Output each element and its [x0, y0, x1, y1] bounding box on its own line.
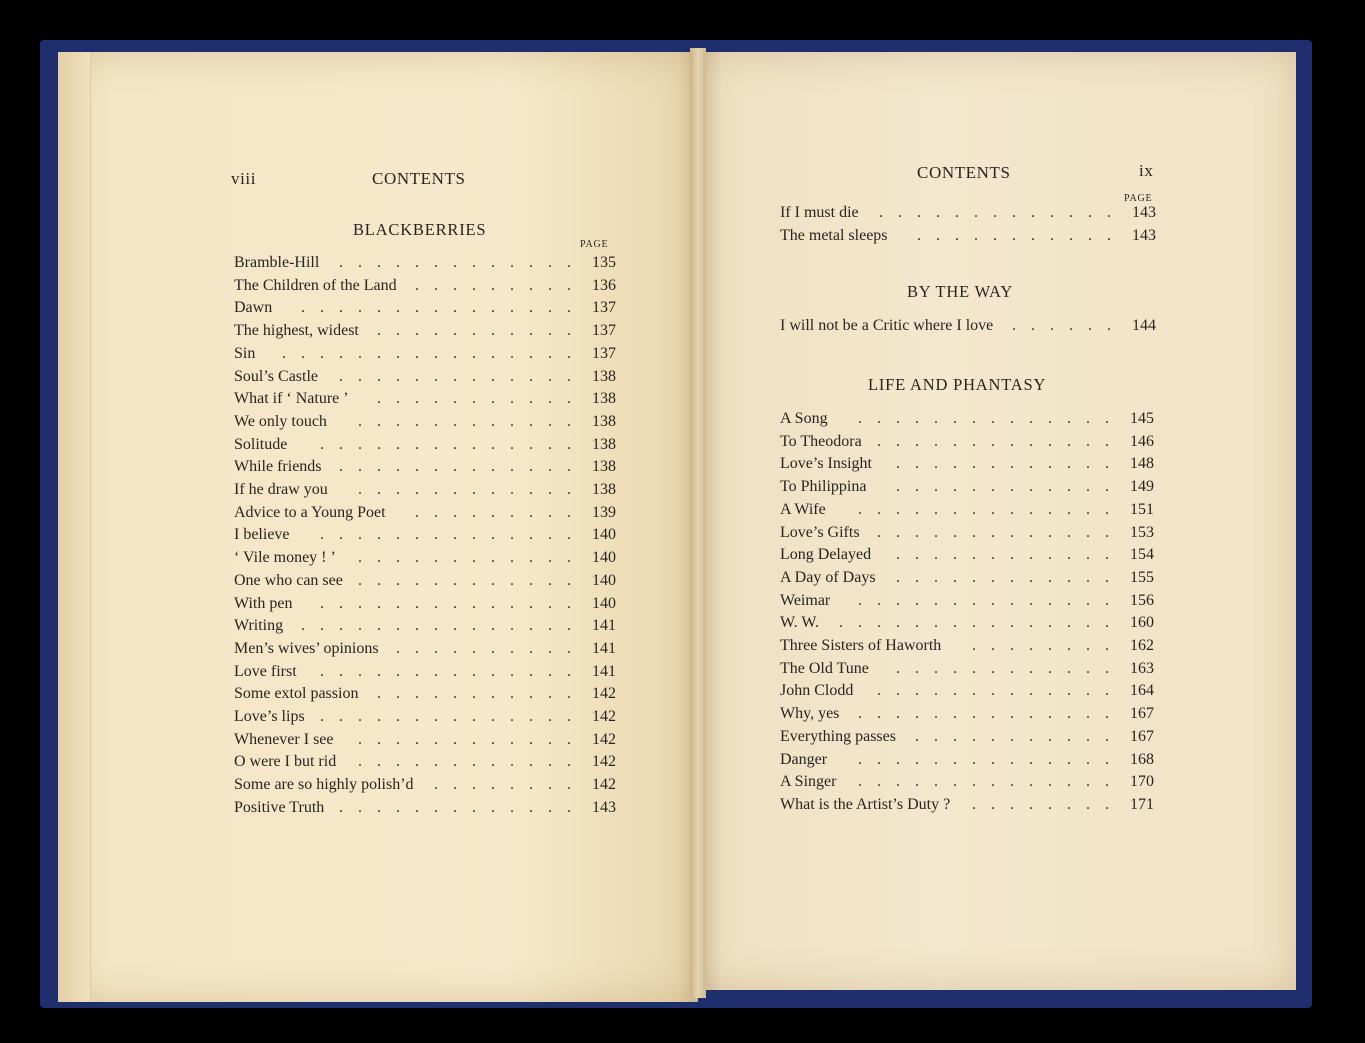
toc-entry-page: 138: [592, 412, 616, 430]
toc-entry-page: 138: [592, 435, 616, 453]
toc-entry: [234, 458, 616, 480]
toc-entry-title: Soul’s Castle: [234, 367, 319, 385]
toc-entry-title: We only touch: [234, 412, 327, 430]
toc-entry-page: 162: [1130, 637, 1154, 654]
toc-entry: [234, 776, 616, 798]
toc-entry: [234, 526, 616, 548]
toc-entry-title: A Day of Days: [780, 568, 876, 586]
toc-entry: [234, 753, 616, 775]
left-folio: viii: [231, 169, 257, 188]
dot-leader: ............: [896, 568, 1124, 586]
toc-entry-title: If I must die: [780, 204, 859, 221]
right-page-label: PAGE: [1124, 193, 1153, 204]
toc-entry-page: 156: [1130, 591, 1154, 609]
dot-leader: .............: [877, 432, 1124, 450]
toc-entry-title: The highest, widest: [234, 322, 359, 340]
dot-leader: ...............: [839, 614, 1124, 632]
toc-entry-page: 163: [1130, 659, 1154, 677]
toc-entry-page: 138: [592, 367, 616, 385]
toc-entry-page: 171: [1130, 795, 1154, 813]
toc-entry: [780, 796, 1154, 818]
toc-entry-page: 137: [592, 322, 616, 340]
dot-leader: ............: [896, 478, 1124, 496]
toc-entry-title: The Children of the Land: [234, 276, 397, 294]
toc-entry-page: 136: [592, 276, 616, 294]
section-title-life-and-phantasy: LIFE AND PHANTASY: [868, 375, 1047, 394]
section-title-by-the-way: BY THE WAY: [907, 282, 1014, 301]
toc-entry-title: Why, yes: [780, 705, 840, 723]
dot-leader: ...........: [377, 390, 586, 408]
toc-entry-page: 142: [592, 685, 616, 703]
toc-entry: [780, 682, 1154, 704]
toc-entry: [234, 345, 616, 367]
dot-leader: .............: [339, 254, 586, 271]
toc-entry: [780, 569, 1154, 591]
dot-leader: ..............: [858, 591, 1124, 609]
toc-entry: [234, 504, 616, 526]
toc-entry: [234, 549, 616, 571]
toc-entry-title: Whenever I see: [234, 730, 334, 748]
toc-entry: [780, 455, 1154, 477]
toc-entry: [234, 277, 616, 299]
toc-entry-title: John Clodd: [780, 682, 854, 700]
toc-entry-title: Three Sisters of Haworth: [780, 637, 942, 654]
toc-entry-page: 137: [592, 344, 616, 362]
toc-entry-title: Bramble-Hill: [234, 254, 320, 271]
toc-entry: [234, 640, 616, 662]
toc-entry: [234, 481, 616, 503]
dot-leader: ............: [896, 455, 1124, 473]
dot-leader: ...............: [301, 617, 586, 635]
dot-leader: ............: [358, 481, 586, 498]
toc-entry-title: Everything passes: [780, 727, 896, 745]
toc-entry-title: W. W.: [780, 614, 819, 632]
toc-entry-page: 168: [1130, 750, 1154, 768]
toc-entry-title: One who can see: [234, 571, 343, 589]
dot-leader: ............: [358, 571, 586, 589]
section-title-blackberries: BLACKBERRIES: [353, 220, 487, 239]
toc-entry-title: To Philippina: [780, 478, 867, 496]
toc-entry-page: 141: [592, 639, 616, 657]
dot-leader: ........: [972, 795, 1124, 813]
toc-entry-page: 151: [1130, 500, 1154, 518]
toc-entry-page: 170: [1130, 773, 1154, 791]
toc-entry-page: 141: [592, 662, 616, 680]
toc-entry-title: Solitude: [234, 435, 288, 453]
toc-entry-title: Some extol passion: [234, 685, 359, 703]
toc-entry-page: 141: [592, 617, 616, 635]
toc-entry-title: Dawn: [234, 299, 273, 317]
toc-entry-title: If he draw you: [234, 481, 328, 498]
toc-entry: [234, 436, 616, 458]
toc-entry: [780, 546, 1154, 568]
toc-entry-title: Sin: [234, 344, 256, 362]
dot-leader: .............: [877, 682, 1124, 700]
toc-entry-title: Writing: [234, 617, 284, 635]
toc-entry-title: Men’s wives’ opinions: [234, 639, 379, 657]
toc-entry-title: Advice to a Young Poet: [234, 503, 386, 521]
dot-leader: ........: [972, 637, 1124, 654]
toc-entry: [780, 501, 1154, 523]
dot-leader: ..............: [320, 708, 586, 725]
toc-entry-title: ‘ Vile money ! ’: [234, 549, 336, 567]
toc-entry: [780, 614, 1154, 636]
toc-entry-page: 142: [592, 730, 616, 748]
dot-leader: ..............: [858, 410, 1124, 427]
toc-entry-title: What if ‘ Nature ’: [234, 390, 349, 408]
dot-leader: ..............: [320, 662, 586, 680]
toc-entry-page: 138: [592, 481, 616, 498]
toc-entry-title: Love first: [234, 662, 297, 680]
toc-entry: [234, 731, 616, 753]
toc-entry-page: 144: [1132, 317, 1156, 334]
toc-entry-page: 142: [592, 708, 616, 725]
dot-leader: .........: [415, 503, 586, 521]
toc-entry-page: 140: [592, 571, 616, 589]
toc-entry-page: 142: [592, 776, 616, 794]
toc-entry: [780, 524, 1154, 546]
dot-leader: ...........: [377, 322, 586, 340]
dot-leader: ...........: [377, 685, 586, 703]
book-gutter: [690, 48, 706, 998]
dot-leader: ............: [358, 753, 586, 771]
toc-entry-title: With pen: [234, 594, 293, 612]
right-running-head: CONTENTS: [917, 163, 1011, 182]
toc-entry: [234, 617, 616, 639]
toc-entry-page: 149: [1130, 478, 1154, 496]
dot-leader: ......: [1012, 317, 1126, 334]
toc-entry: [780, 227, 1156, 249]
toc-entry: [780, 478, 1154, 500]
toc-entry: [780, 317, 1156, 339]
toc-entry-page: 137: [592, 299, 616, 317]
toc-entry-page: 154: [1130, 546, 1154, 564]
toc-entry: [780, 773, 1154, 795]
dot-leader: .........: [415, 276, 586, 294]
toc-entry: [234, 663, 616, 685]
toc-entry-title: The metal sleeps: [780, 227, 888, 244]
toc-entry: [780, 637, 1154, 659]
dot-leader: ............: [896, 546, 1124, 564]
toc-entry-page: 138: [592, 390, 616, 408]
dot-leader: ..............: [858, 750, 1124, 768]
dot-leader: .............: [879, 204, 1126, 221]
toc-entry-page: 139: [592, 503, 616, 521]
toc-entry: [234, 254, 616, 276]
toc-entry-page: 143: [1132, 204, 1156, 221]
right-folio: ix: [1139, 161, 1154, 180]
toc-entry-title: Positive Truth: [234, 798, 325, 816]
toc-entry-title: Love’s Gifts: [780, 523, 860, 541]
toc-entry-title: A Song: [780, 410, 828, 427]
toc-entry-title: Long Delayed: [780, 546, 872, 564]
dot-leader: ..............: [858, 500, 1124, 518]
toc-entry-title: What is the Artist’s Duty ?: [780, 795, 951, 813]
toc-entry-page: 140: [592, 594, 616, 612]
toc-entry-page: 135: [592, 254, 616, 271]
toc-entry-title: While friends: [234, 458, 322, 476]
toc-entry-page: 143: [1132, 227, 1156, 244]
toc-entry-page: 143: [592, 798, 616, 816]
left-running-head: CONTENTS: [372, 169, 466, 188]
toc-entry: [780, 410, 1154, 432]
toc-entry-title: Danger: [780, 750, 828, 768]
dot-leader: ................: [282, 344, 586, 362]
dot-leader: ..............: [858, 773, 1124, 791]
toc-entry: [234, 390, 616, 412]
toc-entry-title: The Old Tune: [780, 659, 869, 677]
toc-entry-title: Weimar: [780, 591, 831, 609]
toc-entry: [780, 433, 1154, 455]
toc-entry-title: Some are so highly polish’d: [234, 776, 414, 794]
dot-leader: ..............: [320, 526, 586, 544]
toc-entry-title: Love’s Insight: [780, 455, 872, 473]
toc-entry: [234, 572, 616, 594]
toc-entry-page: 138: [592, 458, 616, 476]
toc-entry: [780, 660, 1154, 682]
toc-entry: [234, 368, 616, 390]
toc-entry: [780, 728, 1154, 750]
toc-entry: [234, 685, 616, 707]
dot-leader: ........: [434, 776, 586, 794]
dot-leader: ............: [358, 412, 586, 430]
toc-entry-page: 153: [1130, 523, 1154, 541]
toc-entry: [234, 322, 616, 344]
page-edge-stack: [58, 52, 91, 1002]
toc-entry-title: I believe: [234, 526, 290, 544]
toc-entry-page: 167: [1130, 727, 1154, 745]
toc-entry: [234, 595, 616, 617]
dot-leader: ............: [896, 659, 1124, 677]
dot-leader: ...........: [915, 727, 1124, 745]
toc-entry: [780, 751, 1154, 773]
toc-entry-page: 146: [1130, 432, 1154, 450]
toc-entry: [234, 299, 616, 321]
toc-entry: [780, 204, 1156, 226]
toc-entry-page: 155: [1130, 568, 1154, 586]
dot-leader: ..............: [320, 435, 586, 453]
toc-entry-page: 167: [1130, 705, 1154, 723]
toc-entry: [780, 592, 1154, 614]
toc-entry-title: Love’s lips: [234, 708, 305, 725]
dot-leader: ..........: [396, 639, 586, 657]
dot-leader: .............: [877, 523, 1124, 541]
toc-entry-page: 140: [592, 526, 616, 544]
toc-entry: [234, 708, 616, 730]
toc-entry-page: 164: [1130, 682, 1154, 700]
toc-entry: [234, 799, 616, 821]
dot-leader: ............: [358, 549, 586, 567]
toc-entry-page: 140: [592, 549, 616, 567]
toc-entry-title: To Theodora: [780, 432, 862, 450]
dot-leader: .............: [339, 798, 586, 816]
toc-entry-page: 145: [1130, 410, 1154, 427]
toc-entry-page: 148: [1130, 455, 1154, 473]
toc-entry-title: I will not be a Critic where I love: [780, 317, 994, 334]
toc-entry-page: 160: [1130, 614, 1154, 632]
dot-leader: ...........: [917, 227, 1126, 244]
left-page-label: PAGE: [580, 239, 609, 250]
dot-leader: .............: [339, 367, 586, 385]
toc-entry-page: 142: [592, 753, 616, 771]
dot-leader: ..............: [858, 705, 1124, 723]
dot-leader: ..............: [320, 594, 586, 612]
toc-entry: [234, 413, 616, 435]
dot-leader: .............: [339, 458, 586, 476]
dot-leader: ............: [358, 730, 586, 748]
toc-entry-title: O were I but rid: [234, 753, 337, 771]
toc-entry-title: A Wife: [780, 500, 826, 518]
dot-leader: ...............: [301, 299, 586, 317]
toc-entry: [780, 705, 1154, 727]
toc-entry-title: A Singer: [780, 773, 837, 791]
